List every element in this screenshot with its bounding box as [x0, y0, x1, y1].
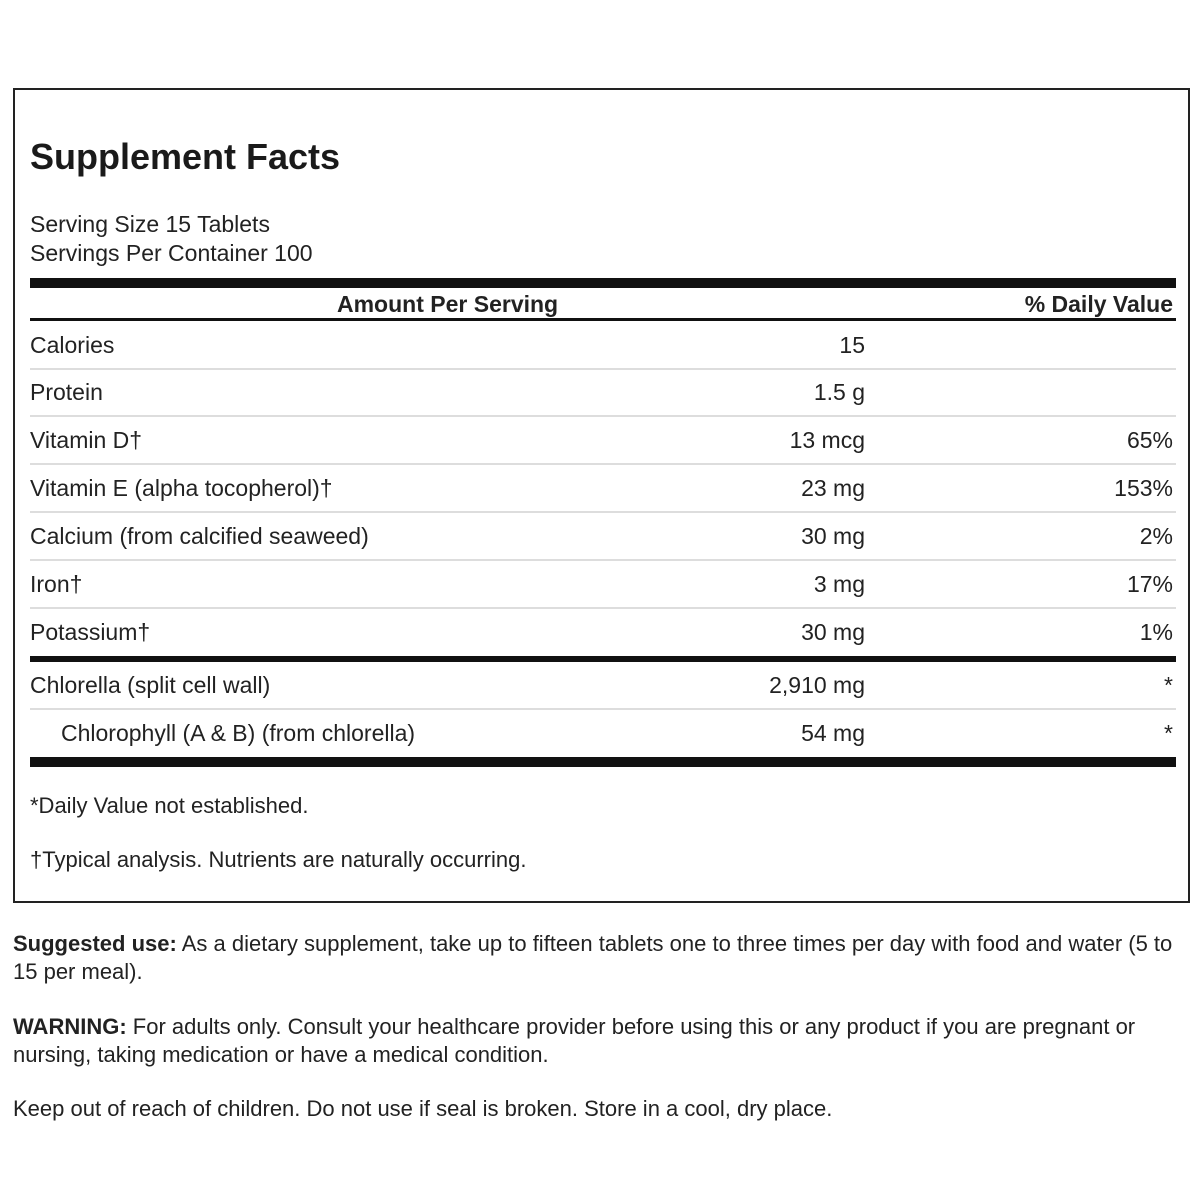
nutrient-name: Vitamin D† [30, 427, 143, 453]
nutrient-row [30, 417, 1176, 465]
dv-header: % Daily Value [1024, 291, 1173, 317]
nutrient-name: Chlorophyll (A & B) (from chlorella) [61, 720, 416, 746]
warning-text: For adults only. Consult your healthcare provider before using this or any product if you are pregnant or nursing, taking medication or have a medical condition. [13, 1014, 1136, 1067]
thick-divider [30, 278, 1176, 288]
storage-note: Keep out of reach of children. Do not use if seal is broken. Store in a cool, dry place. [13, 1096, 833, 1121]
nutrient-row [30, 561, 1176, 609]
panel-title: Supplement Facts [30, 136, 341, 177]
thick-divider-bottom [30, 757, 1176, 767]
nutrient-amount: 23 mg [801, 475, 865, 501]
suggested-label: Suggested use: [13, 931, 177, 956]
amount-header: Amount Per Serving [337, 291, 559, 317]
nutrient-row [30, 322, 1176, 370]
nutrient-row [30, 369, 1176, 417]
suggested-text: As a dietary supplement, take up to fifteen tablets one to three times per day with food and water (5 to 15 per meal). [13, 931, 1173, 984]
nutrient-amount: 2,910 mg [769, 672, 865, 698]
nutrient-row [30, 609, 1176, 657]
nutrient-amount: 13 mcg [789, 427, 865, 453]
footnote-dv: *Daily Value not established. [30, 793, 309, 818]
nutrient-row [30, 710, 1176, 758]
nutrient-dv: * [1164, 720, 1173, 746]
nutrient-amount: 54 mg [801, 720, 865, 746]
nutrient-name: Vitamin E (alpha tocopherol)† [30, 475, 333, 501]
nutrient-dv: 1% [1139, 619, 1173, 645]
nutrient-row [30, 513, 1176, 561]
nutrient-name: Chlorella (split cell wall) [30, 672, 271, 698]
footnote-typical: †Typical analysis. Nutrients are naturally occurring. [30, 847, 527, 872]
nutrient-name: Potassium† [30, 619, 151, 645]
servings-per-container: Servings Per Container 100 [30, 240, 313, 266]
nutrient-dv: 153% [1114, 475, 1173, 501]
nutrient-dv: * [1164, 672, 1173, 698]
nutrient-amount: 1.5 g [813, 379, 865, 405]
header-divider [30, 318, 1176, 321]
nutrient-dv: 65% [1126, 427, 1173, 453]
nutrient-row [30, 662, 1176, 710]
nutrient-amount: 30 mg [801, 523, 865, 549]
serving-size: Serving Size 15 Tablets [30, 211, 270, 237]
nutrient-amount: 15 [839, 332, 865, 358]
nutrient-amount: 30 mg [801, 619, 865, 645]
nutrient-name: Calcium (from calcified seaweed) [30, 523, 369, 549]
nutrient-row [30, 465, 1176, 513]
warning [13, 1013, 1198, 1069]
nutrient-name: Iron† [30, 571, 83, 597]
nutrient-dv: 2% [1139, 523, 1173, 549]
nutrient-dv: 17% [1126, 571, 1173, 597]
suggested-use [13, 930, 1198, 986]
nutrient-name: Calories [30, 332, 115, 358]
nutrient-name: Protein [30, 379, 103, 405]
medium-divider [30, 656, 1176, 662]
warning-label: WARNING: [13, 1014, 127, 1039]
nutrient-amount: 3 mg [813, 571, 865, 597]
